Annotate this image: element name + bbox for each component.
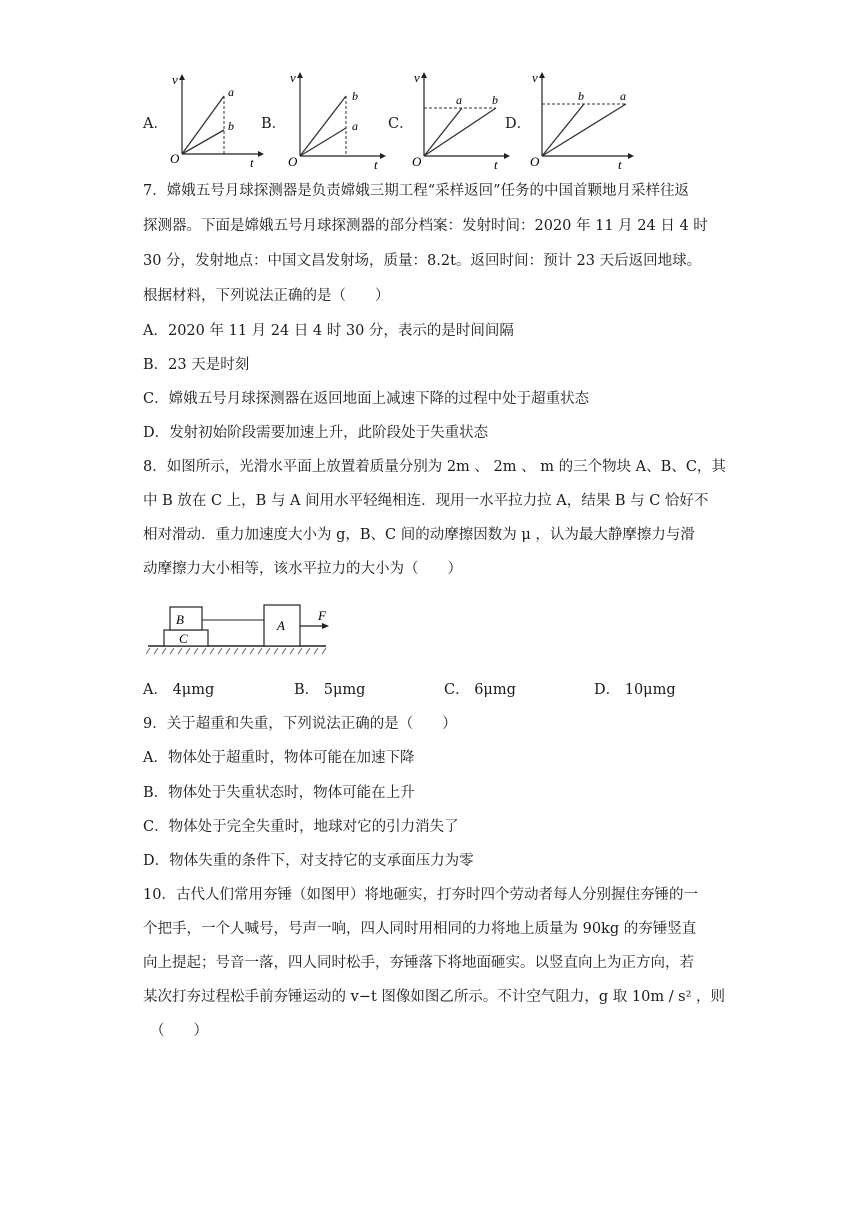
q8-stem-line-2: 中 B 放在 C 上，B 与 A 间用水平轻绳相连．现用一水平拉力拉 A，结果 B 与 C 恰好不 xyxy=(143,493,709,509)
option-c-label: C． xyxy=(388,116,414,132)
q10-stem-line-3: 向上提起；号音一落，四人同时松手，夯锤落下将地面砸实。以竖直向上为正方向，若 xyxy=(143,955,694,971)
line-label-bottom: b xyxy=(228,119,234,133)
q7-option-a: A．2020 年 11 月 24 日 4 时 30 分，表示的是时间间隔 xyxy=(143,323,514,339)
origin-label: O xyxy=(170,151,180,166)
q8-stem-line-4: 动摩擦力大小相等，该水平拉力的大小为（ ） xyxy=(143,561,462,577)
graph-option-b xyxy=(284,64,388,172)
option-a-label: A． xyxy=(143,116,168,132)
force-label: F xyxy=(318,608,326,623)
t-axis-label: t xyxy=(494,157,498,172)
q8-option-d: D． 10μmg xyxy=(594,682,676,698)
line-label-bottom: a xyxy=(352,119,358,133)
v-axis-label: v xyxy=(414,70,420,85)
q7-stem-line-2: 探测器。下面是嫦娥五号月球探测器的部分档案：发射时间：2020 年 11 月 24 日 4 时 xyxy=(143,218,708,234)
q9-option-b: B．物体处于失重状态时，物体可能在上升 xyxy=(143,785,415,801)
v-axis-label: v xyxy=(172,72,178,87)
q10-stem-line-5: （ ） xyxy=(150,1023,208,1039)
q7-option-c: C．嫦娥五号月球探测器在返回地面上减速下降的过程中处于超重状态 xyxy=(143,391,590,407)
origin-label: O xyxy=(530,154,540,169)
v-axis-label: v xyxy=(532,70,538,85)
q7-option-b: B．23 天是时刻 xyxy=(143,357,250,373)
block-c-label: C xyxy=(179,631,188,646)
q7-option-d: D．发射初始阶段需要加速上升，此阶段处于失重状态 xyxy=(143,425,489,441)
q8-option-b: B． 5μmg xyxy=(294,682,366,698)
t-axis-label: t xyxy=(618,157,622,172)
q9-stem: 9．关于超重和失重，下列说法正确的是（ ） xyxy=(143,716,457,732)
origin-label: O xyxy=(412,154,422,169)
t-axis-label: t xyxy=(250,155,254,170)
q8-blocks-figure xyxy=(146,598,330,660)
q9-option-d: D．物体失重的条件下，对支持它的支承面压力为零 xyxy=(143,853,474,869)
block-b xyxy=(170,607,202,630)
q8-stem-line-3: 相对滑动．重力加速度大小为 g，B、C 间的动摩擦因数为 μ ，认为最大静摩擦力与滑 xyxy=(143,527,695,543)
q7-stem-line-1: 7．嫦娥五号月球探测器是负责嫦娥三期工程“采样返回”任务的中国首颗地月采样往返 xyxy=(143,183,690,199)
q8-option-c: C． 6μmg xyxy=(444,682,516,698)
q8-stem-line-1: 8．如图所示，光滑水平面上放置着质量分别为 2m 、 2m 、 m 的三个物块 A、B、C，其 xyxy=(143,459,726,475)
graph-option-c xyxy=(408,64,512,172)
q10-stem-line-2: 个把手，一个人喊号，号声一响，四人同时用相同的力将地上质量为 90kg 的夯锤竖直 xyxy=(143,921,697,937)
line-label-top: a xyxy=(228,85,234,99)
q7-stem-line-3: 30 分，发射地点：中国文昌发射场，质量：8.2t。返回时间：预计 23 天后返回地球。 xyxy=(143,253,702,269)
line-label-left: b xyxy=(578,89,584,103)
block-b-label: B xyxy=(176,612,184,627)
t-axis-label: t xyxy=(374,157,378,172)
graph-option-d xyxy=(526,64,638,172)
block-a-label: A xyxy=(277,618,285,633)
q9-option-a: A．物体处于超重时，物体可能在加速下降 xyxy=(143,750,415,766)
q8-option-a: A． 4μmg xyxy=(143,682,215,698)
option-b-label: B． xyxy=(261,116,287,132)
graph-option-a xyxy=(166,66,266,170)
origin-label: O xyxy=(288,154,298,169)
line-label-top: b xyxy=(352,89,358,103)
line-label-right: a xyxy=(620,89,626,103)
line-label-left: a xyxy=(456,93,462,107)
q10-stem-line-1: 10．古代人们常用夯锤（如图甲）将地砸实，打夯时四个劳动者每人分别握住夯锤的一 xyxy=(143,887,698,903)
option-d-label: D． xyxy=(505,116,532,132)
line-label-right: b xyxy=(492,93,498,107)
q9-option-c: C．物体处于完全失重时，地球对它的引力消失了 xyxy=(143,819,459,835)
v-axis-label: v xyxy=(290,70,296,85)
q7-stem-line-4: 根据材料，下列说法正确的是（ ） xyxy=(143,288,390,304)
q10-stem-line-4: 某次打夯过程松手前夯锤运动的 v−t 图像如图乙所示。不计空气阻力，g 取 10m / s² ，则 xyxy=(143,989,726,1005)
